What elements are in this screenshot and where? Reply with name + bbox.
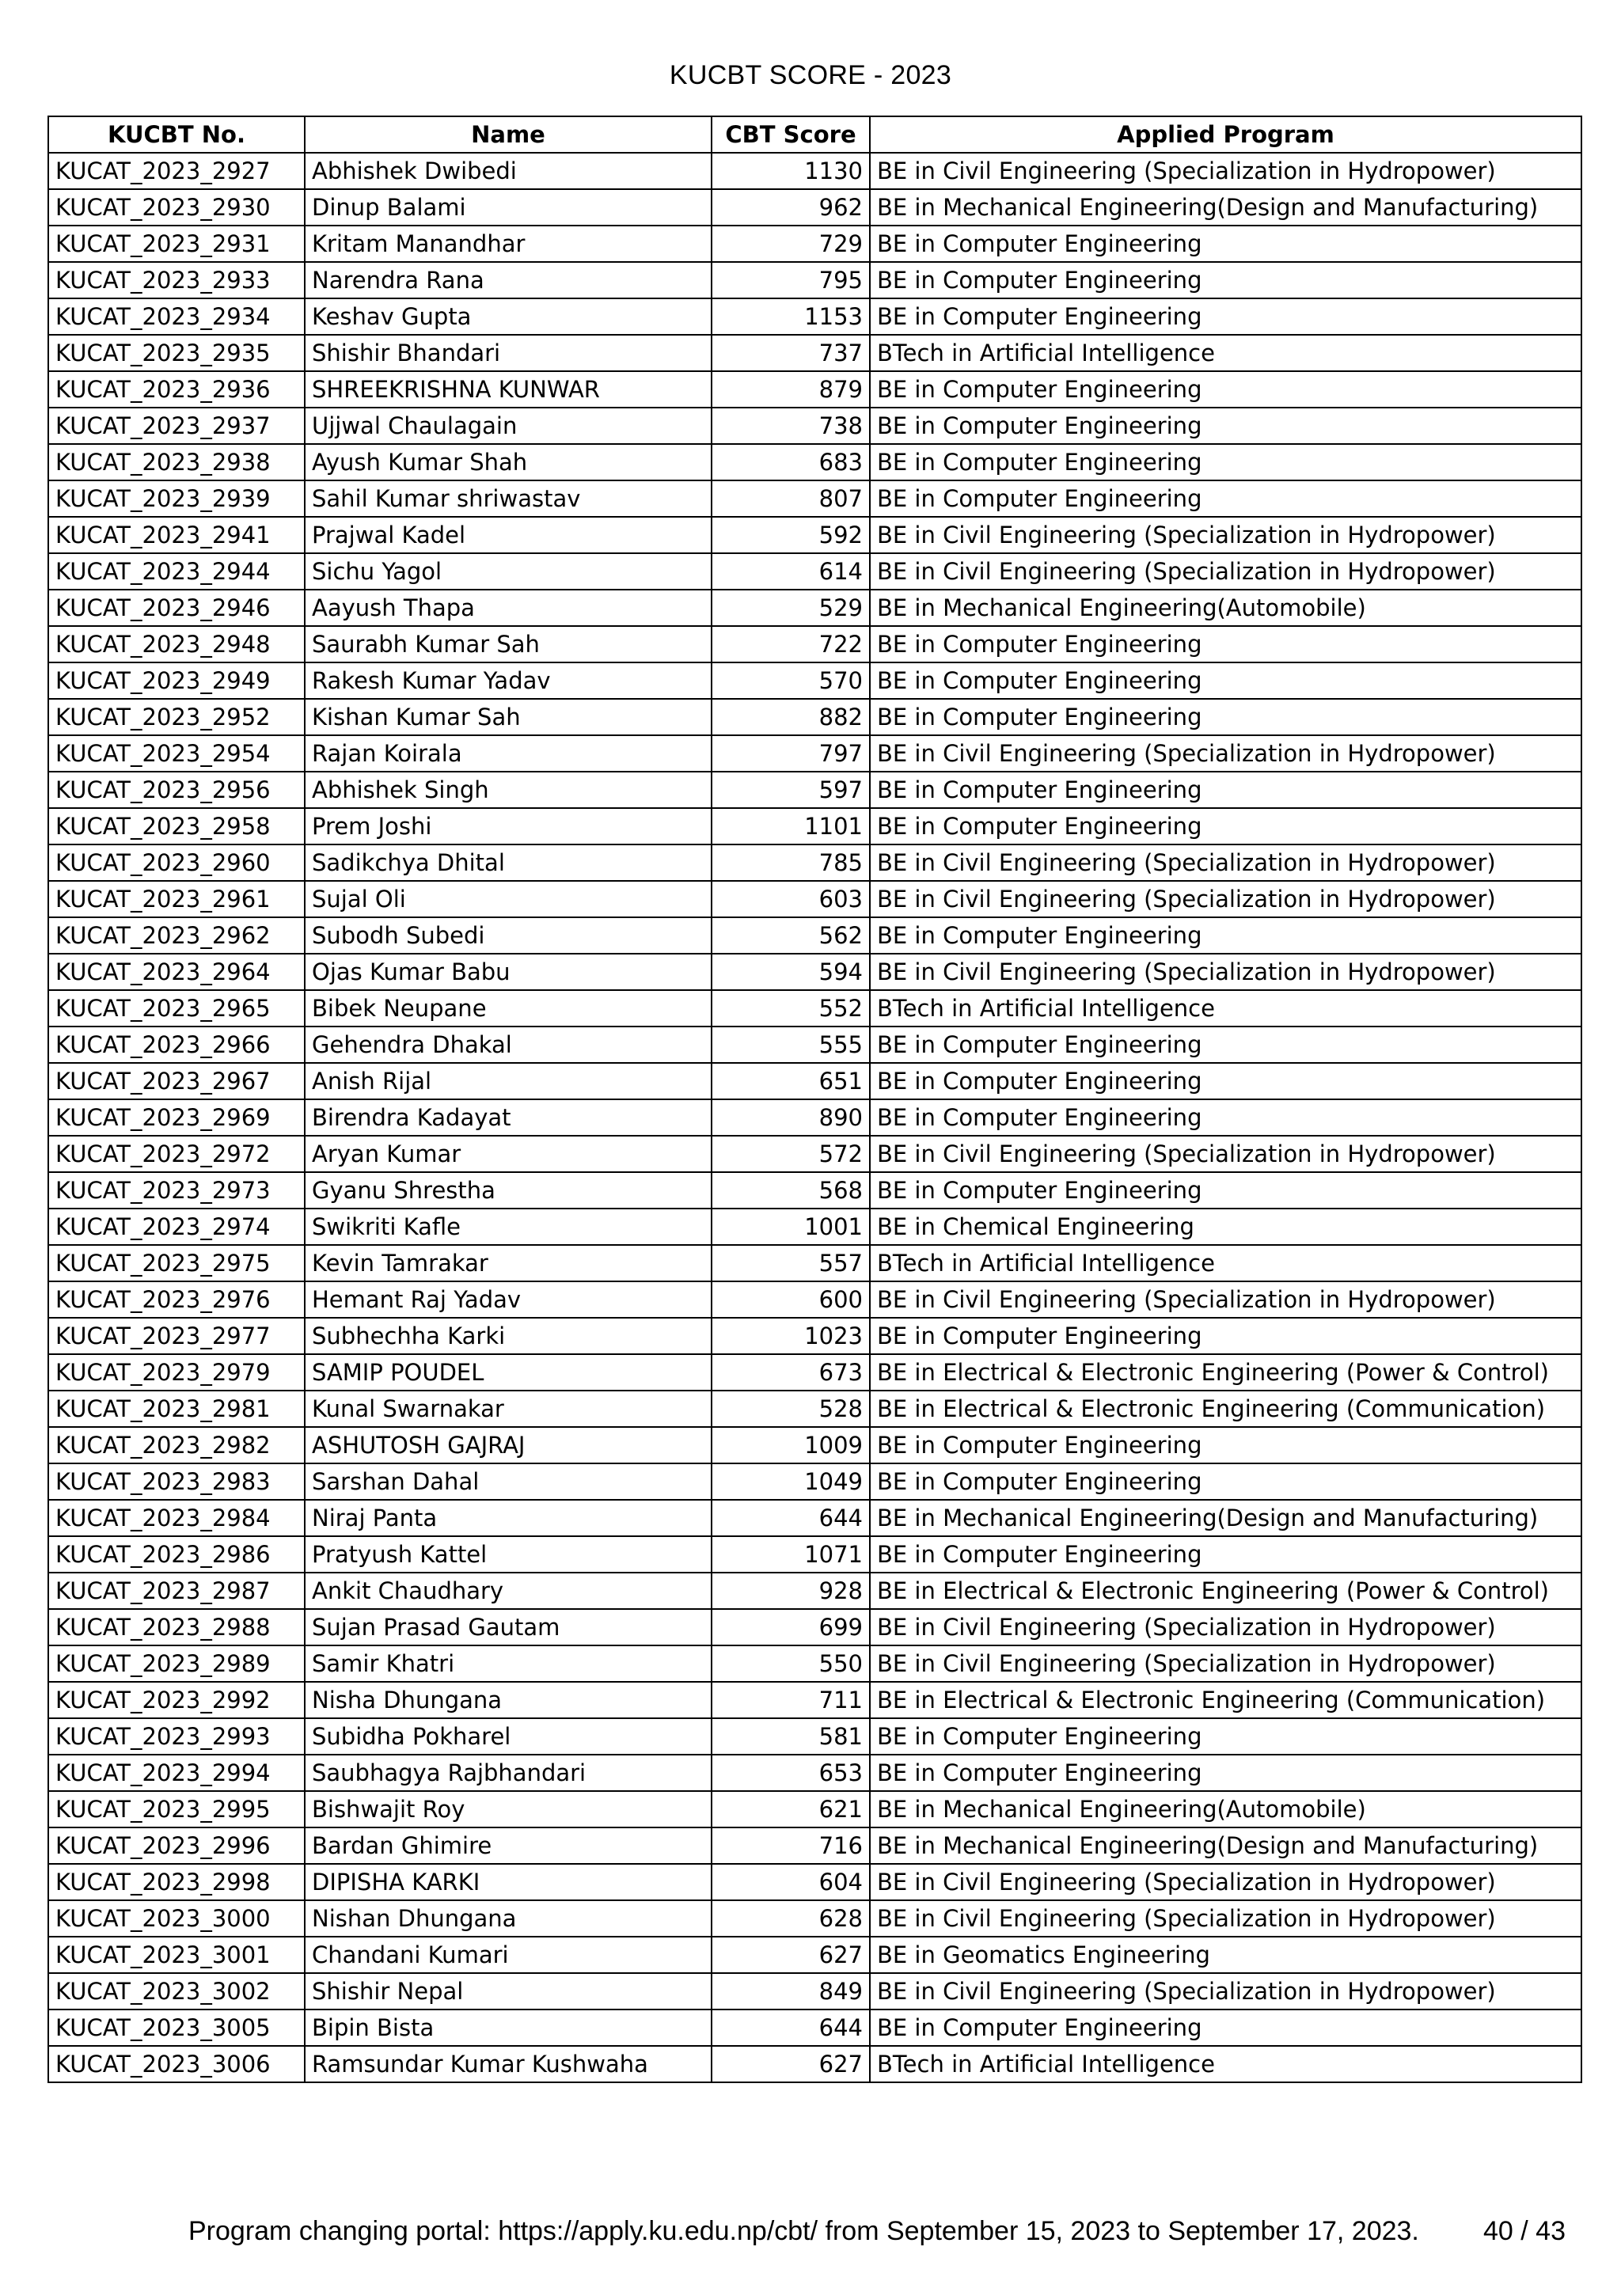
cbt-score-cell: 795 <box>712 262 870 298</box>
applied-program-cell: BE in Civil Engineering (Specialization in Hydropower) <box>870 844 1581 881</box>
applied-program-cell: BE in Computer Engineering <box>870 371 1581 408</box>
table-row <box>48 298 1581 335</box>
table-row <box>48 2046 1581 2082</box>
applied-program-cell: BE in Civil Engineering (Specialization in Hydropower) <box>870 1136 1581 1172</box>
kucbt-no-cell: KUCAT_2023_2994 <box>48 1755 305 1791</box>
table-row <box>48 1718 1581 1755</box>
kucbt-no-cell: KUCAT_2023_2949 <box>48 662 305 699</box>
cbt-score-cell: 1049 <box>712 1463 870 1500</box>
name-cell: Bipin Bista <box>305 2009 712 2046</box>
table-row <box>48 226 1581 262</box>
kucbt-no-cell: KUCAT_2023_2981 <box>48 1391 305 1427</box>
name-cell: Kevin Tamrakar <box>305 1245 712 1281</box>
kucbt-no-cell: KUCAT_2023_2998 <box>48 1864 305 1900</box>
table-row <box>48 444 1581 480</box>
table-row <box>48 881 1581 917</box>
name-cell: Pratyush Kattel <box>305 1536 712 1573</box>
cbt-score-cell: 570 <box>712 662 870 699</box>
kucbt-no-cell: KUCAT_2023_2989 <box>48 1645 305 1682</box>
cbt-score-cell: 1130 <box>712 153 870 189</box>
column-header-kucbt-no: KUCBT No. <box>48 116 305 153</box>
name-cell: Subhechha Karki <box>305 1318 712 1354</box>
kucbt-no-cell: KUCAT_2023_2948 <box>48 626 305 662</box>
applied-program-cell: BE in Civil Engineering (Specialization in Hydropower) <box>870 735 1581 772</box>
applied-program-cell: BE in Computer Engineering <box>870 262 1581 298</box>
table-row <box>48 1536 1581 1573</box>
kucbt-no-cell: KUCAT_2023_2966 <box>48 1027 305 1063</box>
name-cell: Sichu Yagol <box>305 553 712 590</box>
name-cell: Rakesh Kumar Yadav <box>305 662 712 699</box>
name-cell: Anish Rijal <box>305 1063 712 1099</box>
kucbt-no-cell: KUCAT_2023_2983 <box>48 1463 305 1500</box>
cbt-score-cell: 729 <box>712 226 870 262</box>
kucbt-no-cell: KUCAT_2023_2930 <box>48 189 305 226</box>
table-row <box>48 1136 1581 1172</box>
applied-program-cell: BE in Computer Engineering <box>870 1536 1581 1573</box>
table-row <box>48 517 1581 553</box>
name-cell: Shishir Nepal <box>305 1973 712 2009</box>
name-cell: Ojas Kumar Babu <box>305 954 712 990</box>
kucbt-no-cell: KUCAT_2023_2927 <box>48 153 305 189</box>
name-cell: Nisha Dhungana <box>305 1682 712 1718</box>
kucbt-no-cell: KUCAT_2023_2984 <box>48 1500 305 1536</box>
table-row <box>48 1937 1581 1973</box>
footer-note: Program changing portal: https://apply.ku.edu.np/cbt/ from September 15, 2023 to September 17, 2023. <box>188 2216 1419 2246</box>
applied-program-cell: BE in Chemical Engineering <box>870 1209 1581 1245</box>
cbt-score-cell: 879 <box>712 371 870 408</box>
kucbt-no-cell: KUCAT_2023_2937 <box>48 408 305 444</box>
cbt-score-cell: 555 <box>712 1027 870 1063</box>
cbt-score-cell: 1153 <box>712 298 870 335</box>
kucbt-no-cell: KUCAT_2023_2979 <box>48 1354 305 1391</box>
kucbt-no-cell: KUCAT_2023_2931 <box>48 226 305 262</box>
kucbt-no-cell: KUCAT_2023_2961 <box>48 881 305 917</box>
cbt-score-cell: 550 <box>712 1645 870 1682</box>
table-row <box>48 1573 1581 1609</box>
name-cell: Swikriti Kafle <box>305 1209 712 1245</box>
kucbt-no-cell: KUCAT_2023_2982 <box>48 1427 305 1463</box>
cbt-score-cell: 1009 <box>712 1427 870 1463</box>
table-row <box>48 1463 1581 1500</box>
name-cell: Bibek Neupane <box>305 990 712 1027</box>
cbt-score-cell: 683 <box>712 444 870 480</box>
cbt-score-cell: 737 <box>712 335 870 371</box>
cbt-score-cell: 562 <box>712 917 870 954</box>
name-cell: Prajwal Kadel <box>305 517 712 553</box>
name-cell: Birendra Kadayat <box>305 1099 712 1136</box>
kucbt-no-cell: KUCAT_2023_2933 <box>48 262 305 298</box>
name-cell: Ankit Chaudhary <box>305 1573 712 1609</box>
cbt-score-cell: 699 <box>712 1609 870 1645</box>
kucbt-no-cell: KUCAT_2023_2956 <box>48 772 305 808</box>
table-row <box>48 1791 1581 1827</box>
cbt-score-cell: 628 <box>712 1900 870 1937</box>
cbt-score-cell: 673 <box>712 1354 870 1391</box>
table-row <box>48 1645 1581 1682</box>
name-cell: Abhishek Dwibedi <box>305 153 712 189</box>
applied-program-cell: BE in Computer Engineering <box>870 772 1581 808</box>
cbt-score-cell: 716 <box>712 1827 870 1864</box>
applied-program-cell: BTech in Artificial Intelligence <box>870 1245 1581 1281</box>
cbt-score-cell: 621 <box>712 1791 870 1827</box>
cbt-score-cell: 653 <box>712 1755 870 1791</box>
cbt-score-cell: 722 <box>712 626 870 662</box>
table-row <box>48 1281 1581 1318</box>
applied-program-cell: BTech in Artificial Intelligence <box>870 335 1581 371</box>
cbt-score-cell: 738 <box>712 408 870 444</box>
name-cell: Nishan Dhungana <box>305 1900 712 1937</box>
applied-program-cell: BE in Computer Engineering <box>870 808 1581 844</box>
table-row <box>48 408 1581 444</box>
cbt-score-cell: 627 <box>712 1937 870 1973</box>
cbt-score-cell: 962 <box>712 189 870 226</box>
table-row <box>48 1827 1581 1864</box>
table-row <box>48 1209 1581 1245</box>
score-table <box>47 116 1582 2083</box>
name-cell: DIPISHA KARKI <box>305 1864 712 1900</box>
cbt-score-cell: 928 <box>712 1573 870 1609</box>
kucbt-no-cell: KUCAT_2023_2973 <box>48 1172 305 1209</box>
applied-program-cell: BE in Mechanical Engineering(Automobile) <box>870 590 1581 626</box>
applied-program-cell: BE in Civil Engineering (Specialization in Hydropower) <box>870 1864 1581 1900</box>
table-row <box>48 1354 1581 1391</box>
cbt-score-cell: 882 <box>712 699 870 735</box>
kucbt-no-cell: KUCAT_2023_2993 <box>48 1718 305 1755</box>
cbt-score-cell: 592 <box>712 517 870 553</box>
table-row <box>48 1063 1581 1099</box>
name-cell: ASHUTOSH GAJRAJ <box>305 1427 712 1463</box>
kucbt-no-cell: KUCAT_2023_2936 <box>48 371 305 408</box>
kucbt-no-cell: KUCAT_2023_2938 <box>48 444 305 480</box>
cbt-score-cell: 644 <box>712 1500 870 1536</box>
kucbt-no-cell: KUCAT_2023_2992 <box>48 1682 305 1718</box>
name-cell: Keshav Gupta <box>305 298 712 335</box>
cbt-score-cell: 711 <box>712 1682 870 1718</box>
table-row <box>48 954 1581 990</box>
cbt-score-cell: 594 <box>712 954 870 990</box>
name-cell: Subodh Subedi <box>305 917 712 954</box>
applied-program-cell: BE in Computer Engineering <box>870 480 1581 517</box>
kucbt-no-cell: KUCAT_2023_2975 <box>48 1245 305 1281</box>
name-cell: Narendra Rana <box>305 262 712 298</box>
table-row <box>48 371 1581 408</box>
kucbt-no-cell: KUCAT_2023_2995 <box>48 1791 305 1827</box>
name-cell: Saurabh Kumar Sah <box>305 626 712 662</box>
kucbt-no-cell: KUCAT_2023_2941 <box>48 517 305 553</box>
table-row <box>48 990 1581 1027</box>
table-row <box>48 1609 1581 1645</box>
name-cell: Bishwajit Roy <box>305 1791 712 1827</box>
score-table-body <box>48 153 1581 2082</box>
table-row <box>48 1864 1581 1900</box>
kucbt-no-cell: KUCAT_2023_2939 <box>48 480 305 517</box>
table-row <box>48 662 1581 699</box>
column-header-cbt-score: CBT Score <box>712 116 870 153</box>
cbt-score-cell: 603 <box>712 881 870 917</box>
kucbt-no-cell: KUCAT_2023_2974 <box>48 1209 305 1245</box>
cbt-score-cell: 568 <box>712 1172 870 1209</box>
applied-program-cell: BE in Computer Engineering <box>870 662 1581 699</box>
kucbt-no-cell: KUCAT_2023_2960 <box>48 844 305 881</box>
name-cell: Prem Joshi <box>305 808 712 844</box>
table-row <box>48 1245 1581 1281</box>
cbt-score-cell: 529 <box>712 590 870 626</box>
cbt-score-cell: 572 <box>712 1136 870 1172</box>
applied-program-cell: BE in Civil Engineering (Specialization in Hydropower) <box>870 954 1581 990</box>
table-row <box>48 1172 1581 1209</box>
table-row <box>48 626 1581 662</box>
cbt-score-cell: 581 <box>712 1718 870 1755</box>
applied-program-cell: BTech in Artificial Intelligence <box>870 990 1581 1027</box>
table-row <box>48 1099 1581 1136</box>
cbt-score-cell: 797 <box>712 735 870 772</box>
name-cell: Shishir Bhandari <box>305 335 712 371</box>
table-row <box>48 1755 1581 1791</box>
applied-program-cell: BE in Computer Engineering <box>870 917 1581 954</box>
table-row <box>48 1391 1581 1427</box>
cbt-score-cell: 600 <box>712 1281 870 1318</box>
name-cell: Chandani Kumari <box>305 1937 712 1973</box>
kucbt-no-cell: KUCAT_2023_2967 <box>48 1063 305 1099</box>
name-cell: Kishan Kumar Sah <box>305 699 712 735</box>
table-row <box>48 335 1581 371</box>
name-cell: Sadikchya Dhital <box>305 844 712 881</box>
kucbt-no-cell: KUCAT_2023_2969 <box>48 1099 305 1136</box>
kucbt-no-cell: KUCAT_2023_2996 <box>48 1827 305 1864</box>
name-cell: Sujan Prasad Gautam <box>305 1609 712 1645</box>
name-cell: Abhishek Singh <box>305 772 712 808</box>
name-cell: Aryan Kumar <box>305 1136 712 1172</box>
cbt-score-cell: 651 <box>712 1063 870 1099</box>
cbt-score-cell: 627 <box>712 2046 870 2082</box>
cbt-score-cell: 807 <box>712 480 870 517</box>
name-cell: Subidha Pokharel <box>305 1718 712 1755</box>
cbt-score-cell: 890 <box>712 1099 870 1136</box>
name-cell: Aayush Thapa <box>305 590 712 626</box>
table-row <box>48 1682 1581 1718</box>
applied-program-cell: BE in Mechanical Engineering(Automobile) <box>870 1791 1581 1827</box>
cbt-score-cell: 597 <box>712 772 870 808</box>
cbt-score-cell: 1023 <box>712 1318 870 1354</box>
cbt-score-cell: 528 <box>712 1391 870 1427</box>
table-row <box>48 1900 1581 1937</box>
name-cell: SAMIP POUDEL <box>305 1354 712 1391</box>
kucbt-no-cell: KUCAT_2023_3001 <box>48 1937 305 1973</box>
applied-program-cell: BE in Electrical & Electronic Engineering (Communication) <box>870 1391 1581 1427</box>
applied-program-cell: BE in Civil Engineering (Specialization in Hydropower) <box>870 553 1581 590</box>
kucbt-no-cell: KUCAT_2023_2972 <box>48 1136 305 1172</box>
page-title: KUCBT SCORE - 2023 <box>669 60 952 90</box>
name-cell: Kritam Manandhar <box>305 226 712 262</box>
kucbt-no-cell: KUCAT_2023_2962 <box>48 917 305 954</box>
table-row <box>48 553 1581 590</box>
cbt-score-cell: 604 <box>712 1864 870 1900</box>
header-row <box>48 116 1581 153</box>
applied-program-cell: BE in Mechanical Engineering(Design and Manufacturing) <box>870 1500 1581 1536</box>
kucbt-no-cell: KUCAT_2023_2964 <box>48 954 305 990</box>
kucbt-no-cell: KUCAT_2023_2965 <box>48 990 305 1027</box>
applied-program-cell: BE in Computer Engineering <box>870 1718 1581 1755</box>
kucbt-no-cell: KUCAT_2023_2954 <box>48 735 305 772</box>
cbt-score-cell: 1101 <box>712 808 870 844</box>
kucbt-no-cell: KUCAT_2023_2986 <box>48 1536 305 1573</box>
applied-program-cell: BE in Civil Engineering (Specialization in Hydropower) <box>870 1973 1581 2009</box>
kucbt-no-cell: KUCAT_2023_2944 <box>48 553 305 590</box>
cbt-score-cell: 614 <box>712 553 870 590</box>
applied-program-cell: BE in Civil Engineering (Specialization in Hydropower) <box>870 517 1581 553</box>
cbt-score-cell: 1001 <box>712 1209 870 1245</box>
table-row <box>48 808 1581 844</box>
cbt-score-cell: 849 <box>712 1973 870 2009</box>
kucbt-no-cell: KUCAT_2023_2987 <box>48 1573 305 1609</box>
applied-program-cell: BE in Computer Engineering <box>870 1027 1581 1063</box>
applied-program-cell: BE in Computer Engineering <box>870 1427 1581 1463</box>
table-row <box>48 262 1581 298</box>
name-cell: Sahil Kumar shriwastav <box>305 480 712 517</box>
applied-program-cell: BE in Electrical & Electronic Engineering (Communication) <box>870 1682 1581 1718</box>
name-cell: Dinup Balami <box>305 189 712 226</box>
applied-program-cell: BTech in Artificial Intelligence <box>870 2046 1581 2082</box>
applied-program-cell: BE in Electrical & Electronic Engineering (Power & Control) <box>870 1573 1581 1609</box>
kucbt-no-cell: KUCAT_2023_2935 <box>48 335 305 371</box>
table-row <box>48 1027 1581 1063</box>
table-row <box>48 189 1581 226</box>
applied-program-cell: BE in Civil Engineering (Specialization in Hydropower) <box>870 881 1581 917</box>
name-cell: Ujjwal Chaulagain <box>305 408 712 444</box>
kucbt-no-cell: KUCAT_2023_2976 <box>48 1281 305 1318</box>
name-cell: Niraj Panta <box>305 1500 712 1536</box>
name-cell: Hemant Raj Yadav <box>305 1281 712 1318</box>
kucbt-no-cell: KUCAT_2023_2958 <box>48 808 305 844</box>
applied-program-cell: BE in Computer Engineering <box>870 699 1581 735</box>
table-row <box>48 153 1581 189</box>
table-row <box>48 1427 1581 1463</box>
table-row <box>48 917 1581 954</box>
applied-program-cell: BE in Mechanical Engineering(Design and Manufacturing) <box>870 189 1581 226</box>
kucbt-no-cell: KUCAT_2023_3006 <box>48 2046 305 2082</box>
score-table-header <box>48 116 1581 153</box>
applied-program-cell: BE in Civil Engineering (Specialization in Hydropower) <box>870 1900 1581 1937</box>
applied-program-cell: BE in Civil Engineering (Specialization in Hydropower) <box>870 153 1581 189</box>
table-row <box>48 1318 1581 1354</box>
table-row <box>48 480 1581 517</box>
kucbt-no-cell: KUCAT_2023_3000 <box>48 1900 305 1937</box>
name-cell: Gyanu Shrestha <box>305 1172 712 1209</box>
applied-program-cell: BE in Civil Engineering (Specialization in Hydropower) <box>870 1645 1581 1682</box>
column-header-applied-program: Applied Program <box>870 116 1581 153</box>
applied-program-cell: BE in Computer Engineering <box>870 444 1581 480</box>
applied-program-cell: BE in Computer Engineering <box>870 1463 1581 1500</box>
applied-program-cell: BE in Computer Engineering <box>870 408 1581 444</box>
applied-program-cell: BE in Civil Engineering (Specialization in Hydropower) <box>870 1609 1581 1645</box>
cbt-score-cell: 644 <box>712 2009 870 2046</box>
applied-program-cell: BE in Civil Engineering (Specialization in Hydropower) <box>870 1281 1581 1318</box>
name-cell: Saubhagya Rajbhandari <box>305 1755 712 1791</box>
cbt-score-cell: 552 <box>712 990 870 1027</box>
kucbt-no-cell: KUCAT_2023_2952 <box>48 699 305 735</box>
cbt-score-cell: 785 <box>712 844 870 881</box>
kucbt-no-cell: KUCAT_2023_3002 <box>48 1973 305 2009</box>
cbt-score-cell: 1071 <box>712 1536 870 1573</box>
name-cell: Ayush Kumar Shah <box>305 444 712 480</box>
applied-program-cell: BE in Computer Engineering <box>870 1318 1581 1354</box>
name-cell: Samir Khatri <box>305 1645 712 1682</box>
table-row <box>48 2009 1581 2046</box>
table-row <box>48 699 1581 735</box>
kucbt-no-cell: KUCAT_2023_3005 <box>48 2009 305 2046</box>
name-cell: Sujal Oli <box>305 881 712 917</box>
kucbt-no-cell: KUCAT_2023_2934 <box>48 298 305 335</box>
name-cell: Sarshan Dahal <box>305 1463 712 1500</box>
name-cell: Ramsundar Kumar Kushwaha <box>305 2046 712 2082</box>
table-row <box>48 1500 1581 1536</box>
table-row <box>48 735 1581 772</box>
name-cell: Gehendra Dhakal <box>305 1027 712 1063</box>
applied-program-cell: BE in Computer Engineering <box>870 1172 1581 1209</box>
page-number: 40 / 43 <box>1483 2216 1566 2246</box>
applied-program-cell: BE in Computer Engineering <box>870 2009 1581 2046</box>
column-header-name: Name <box>305 116 712 153</box>
name-cell: Kunal Swarnakar <box>305 1391 712 1427</box>
table-row <box>48 590 1581 626</box>
kucbt-no-cell: KUCAT_2023_2946 <box>48 590 305 626</box>
table-row <box>48 772 1581 808</box>
applied-program-cell: BE in Mechanical Engineering(Design and Manufacturing) <box>870 1827 1581 1864</box>
applied-program-cell: BE in Computer Engineering <box>870 226 1581 262</box>
kucbt-no-cell: KUCAT_2023_2988 <box>48 1609 305 1645</box>
applied-program-cell: BE in Computer Engineering <box>870 1755 1581 1791</box>
applied-program-cell: BE in Geomatics Engineering <box>870 1937 1581 1973</box>
name-cell: Rajan Koirala <box>305 735 712 772</box>
applied-program-cell: BE in Computer Engineering <box>870 626 1581 662</box>
name-cell: SHREEKRISHNA KUNWAR <box>305 371 712 408</box>
applied-program-cell: BE in Computer Engineering <box>870 1063 1581 1099</box>
kucbt-no-cell: KUCAT_2023_2977 <box>48 1318 305 1354</box>
table-row <box>48 844 1581 881</box>
cbt-score-cell: 557 <box>712 1245 870 1281</box>
name-cell: Bardan Ghimire <box>305 1827 712 1864</box>
table-row <box>48 1973 1581 2009</box>
applied-program-cell: BE in Computer Engineering <box>870 298 1581 335</box>
applied-program-cell: BE in Electrical & Electronic Engineering (Power & Control) <box>870 1354 1581 1391</box>
applied-program-cell: BE in Computer Engineering <box>870 1099 1581 1136</box>
